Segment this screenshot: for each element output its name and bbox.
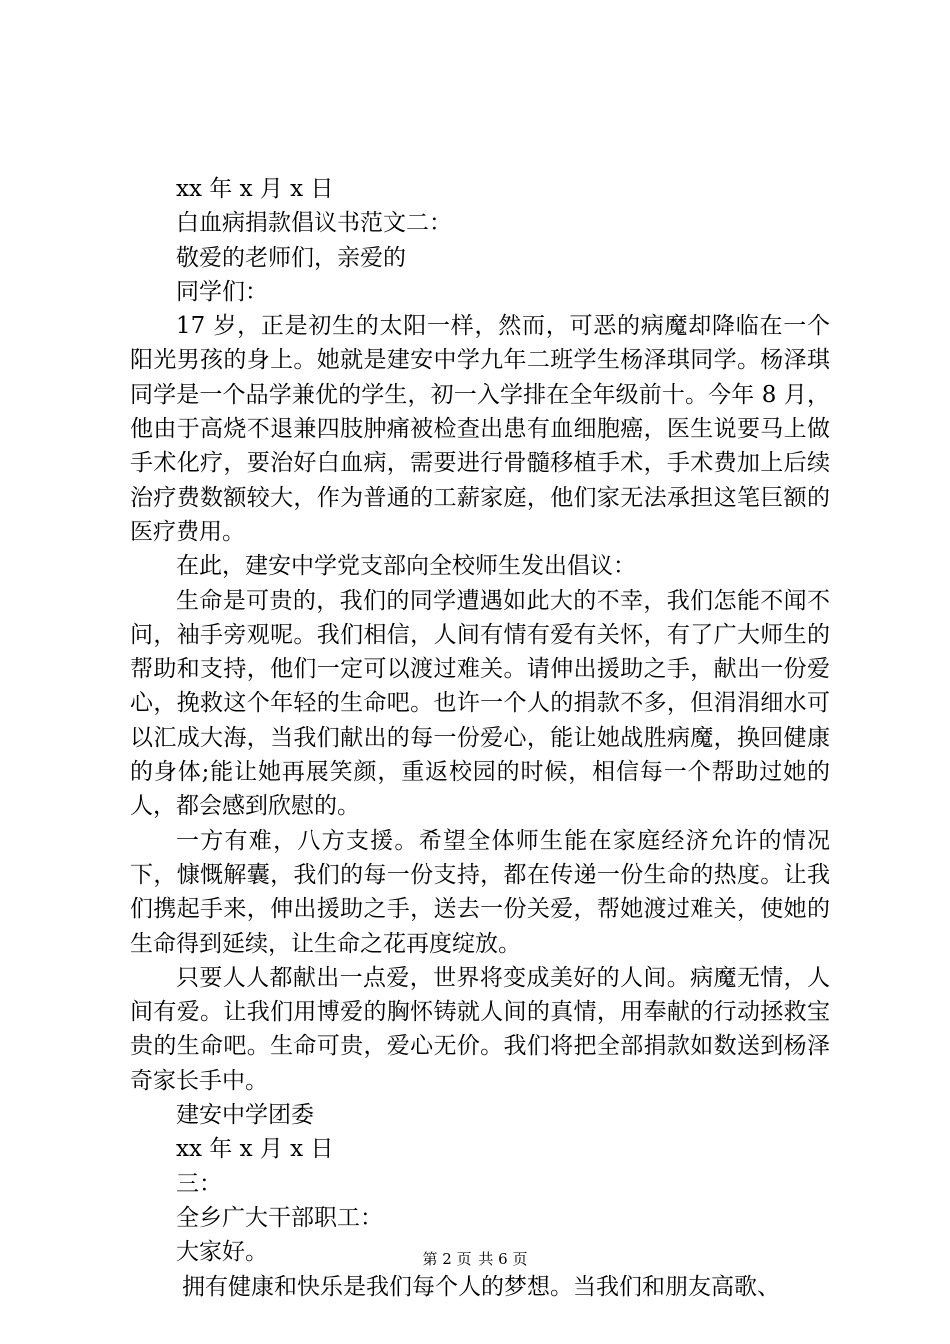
document-body	[130, 172, 830, 1304]
section-three-heading: 三：	[176, 1170, 222, 1197]
salutation-line-2: 同学们：	[176, 278, 268, 305]
paragraph-appeal: 生命是可贵的，我们的同学遭遇如此大的不幸，我们怎能不闻不问，袖手旁观呢。我们相信，人间有情有爱有关怀，有了广大师生的帮助和支持，他们一定可以渡过难关。请伸出援助之手，献出一份爱心，挽救这个年轻的生命吧。也许一个人的捐款不多，但涓涓细水可以汇成大海，当我们献出的每一份爱心，能让她战胜病魔，换回健康的身体;能让她再展笑颜，重返校园的时候，相信每一个帮助过她的人，都会感到欣慰的。	[130, 587, 830, 820]
page-footer	[0, 1248, 950, 1269]
signature-organization: 建安中学团委	[176, 1102, 314, 1129]
page-total: 共 6 页	[478, 1250, 528, 1268]
salutation-three: 全乡广大干部职工：	[176, 1204, 383, 1231]
date-line: xx 年 x 月 x 日	[176, 176, 334, 202]
paragraph-support: 一方有难，八方支援。希望全体师生能在家庭经济允许的情况下，慷慨解囊，我们的每一份支持，都在传递一份生命的热度。让我们携起手来，伸出援助之手，送去一份关爱，帮她渡过难关，使她的生命得到延续，让生命之花再度绽放。	[130, 827, 830, 957]
paragraph-three-start: 拥有健康和快乐是我们每个人的梦想。当我们和朋友高歌、	[182, 1273, 780, 1300]
greeting-line: 大家好。	[176, 1239, 268, 1266]
paragraph-initiative-intro: 在此，建安中学党支部向全校师生发出倡议：	[176, 553, 636, 580]
page-number: 第 2 页	[422, 1250, 472, 1268]
paragraph-conclusion: 只要人人都献出一点爱，世界将变成美好的人间。病魔无情，人间有爱。让我们用博爱的胸怀铸就人间的真情，用奉献的行动拯救宝贵的生命吧。生命可贵，爱心无价。我们将把全部捐款如数送到杨泽奇家长手中。	[130, 964, 830, 1094]
signature-date: xx 年 x 月 x 日	[176, 1136, 334, 1163]
salutation-line-1: 敬爱的老师们，亲爱的	[176, 244, 406, 271]
section-title: 白血病捐款倡议书范文二：	[176, 210, 452, 237]
paragraph-background: 17 岁，正是初生的太阳一样，然而，可恶的病魔却降临在一个阳光男孩的身上。她就是建安中学九年二班学生杨泽琪同学。杨泽琪同学是一个品学兼优的学生，初一入学排在全年级前十。今年 8 月，他由于高烧不退兼四肢肿痛被检查出患有血细胞癌，医生说要马上做手术化疗，要治好白血病，需要进行骨髓移植手术，手术费加上后续治疗费数额较大，作为普通的工薪家庭，他们家无法承担这笔巨额的医疗费用。	[130, 313, 830, 545]
